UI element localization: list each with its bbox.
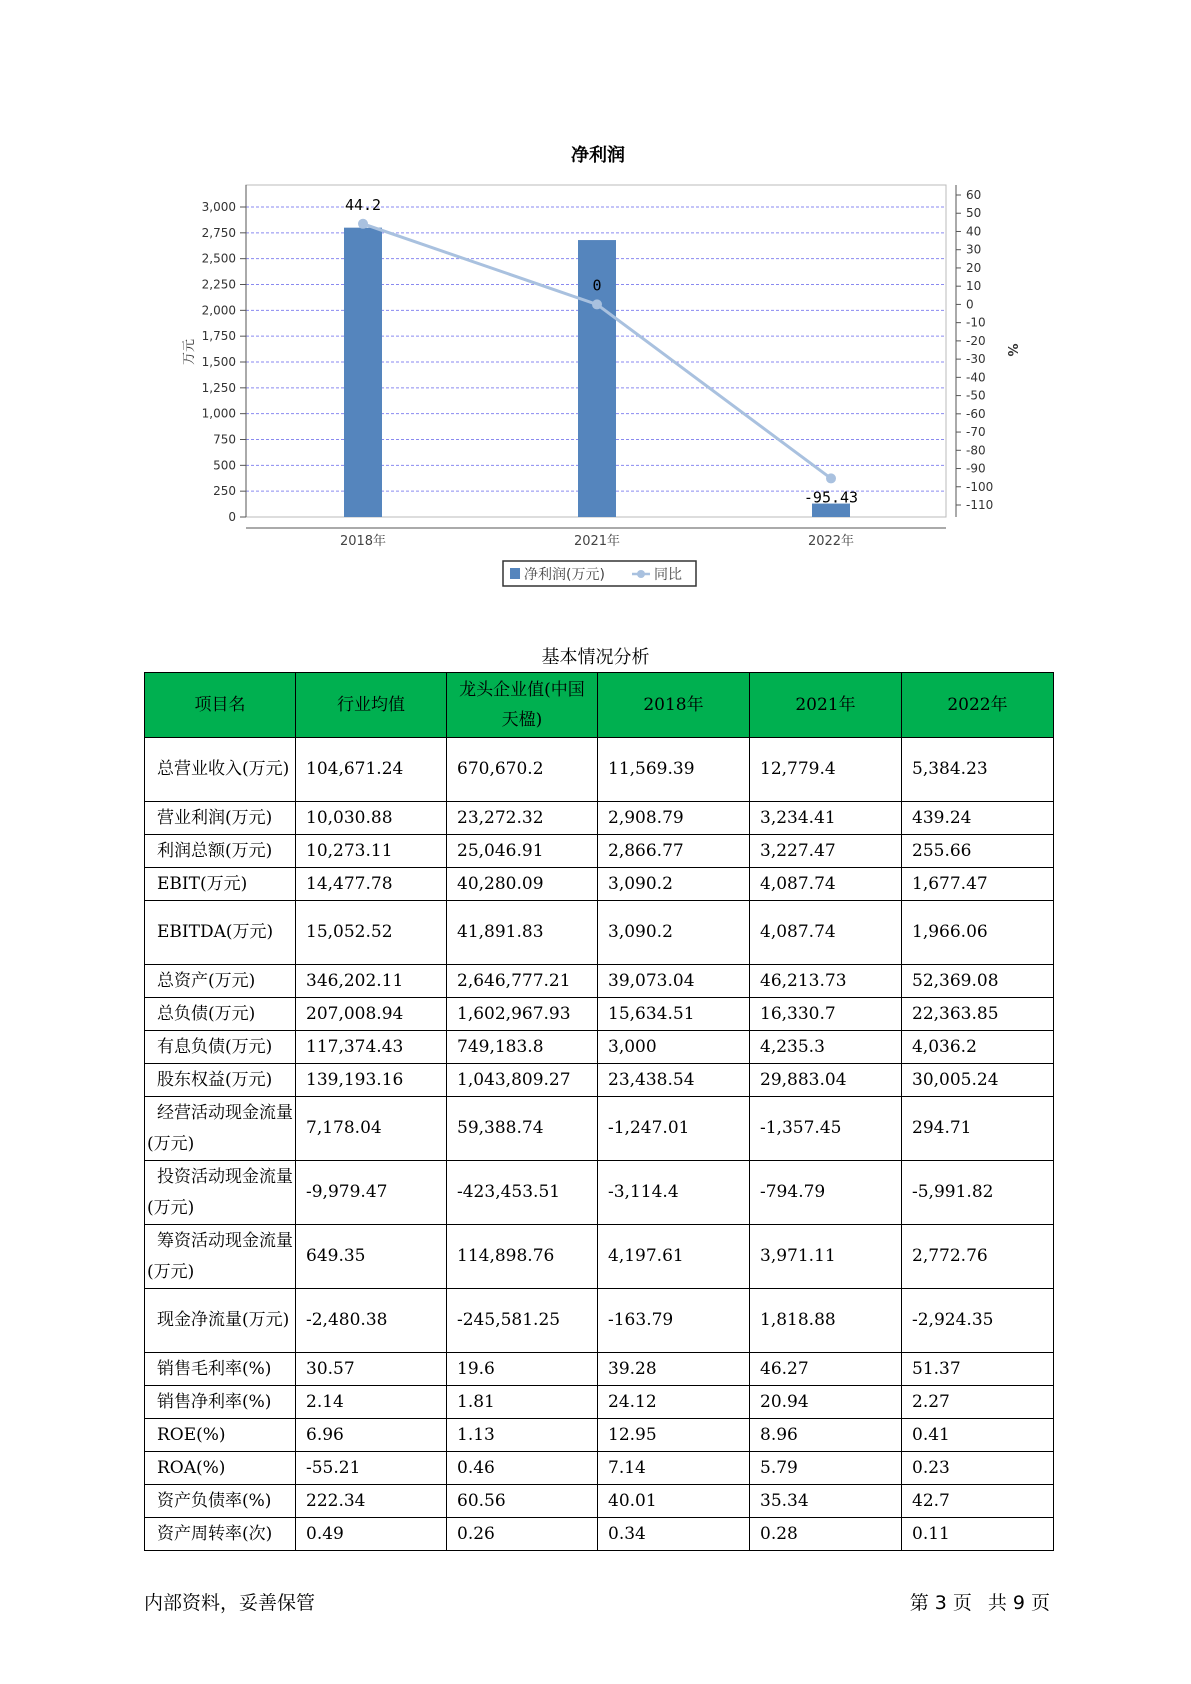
row-label: 投资活动现金流量(万元)	[145, 1161, 296, 1225]
table-cell: 30.57	[296, 1353, 447, 1386]
table-row	[145, 1485, 1054, 1518]
table-cell: 39,073.04	[598, 965, 750, 998]
table-cell: -1,247.01	[598, 1097, 750, 1161]
table-cell: 1,966.06	[902, 901, 1054, 965]
table-cell: 1,818.88	[750, 1289, 902, 1353]
table-cell: -163.79	[598, 1289, 750, 1353]
y-tick-label: 750	[213, 432, 236, 447]
y-tick-label: 500	[213, 458, 236, 473]
chart-title: 净利润	[571, 145, 625, 166]
table-cell: 11,569.39	[598, 738, 750, 802]
table-cell: 4,235.3	[750, 1031, 902, 1064]
row-label: EBIT(万元)	[145, 868, 296, 901]
y2-tick-label: -50	[966, 388, 986, 403]
table-cell: 0.11	[902, 1518, 1054, 1551]
table-row	[145, 1419, 1054, 1452]
table-cell: 10,273.11	[296, 835, 447, 868]
table-cell: 39.28	[598, 1353, 750, 1386]
row-label: ROA(%)	[145, 1452, 296, 1485]
table-row	[145, 901, 1054, 965]
table-cell: 35.34	[750, 1485, 902, 1518]
table-row	[145, 1289, 1054, 1353]
page-total-prefix: 共	[987, 1592, 1007, 1614]
table-row	[145, 1452, 1054, 1485]
y2-tick-label: -10	[966, 315, 986, 330]
table-cell: 25,046.91	[447, 835, 598, 868]
data-label: 0	[592, 276, 602, 295]
table-row	[145, 738, 1054, 802]
table-cell: 15,634.51	[598, 998, 750, 1031]
table-cell: 6.96	[296, 1419, 447, 1452]
y-tick-label: 1,000	[201, 406, 236, 421]
table-cell: 4,036.2	[902, 1031, 1054, 1064]
table-cell: 7,178.04	[296, 1097, 447, 1161]
y-tick-label: 2,000	[201, 303, 236, 318]
table-row	[145, 1161, 1054, 1225]
column-header: 2018年	[598, 673, 750, 738]
table-cell: 1,043,809.27	[447, 1064, 598, 1097]
table-cell: 24.12	[598, 1386, 750, 1419]
y2-tick-label: 60	[966, 188, 982, 202]
table-cell: 46,213.73	[750, 965, 902, 998]
table-row	[145, 802, 1054, 835]
table-cell: 0.46	[447, 1452, 598, 1485]
table-cell: 294.71	[902, 1097, 1054, 1161]
y-tick-label: 1,750	[201, 329, 236, 344]
table-cell: 4,197.61	[598, 1225, 750, 1289]
table-title: 基本情况分析	[541, 647, 650, 668]
line-point	[826, 473, 836, 483]
table-cell: 14,477.78	[296, 868, 447, 901]
table-cell: 139,193.16	[296, 1064, 447, 1097]
table-cell: 40.01	[598, 1485, 750, 1518]
table-cell: -2,480.38	[296, 1289, 447, 1353]
table-cell: 2,772.76	[902, 1225, 1054, 1289]
row-label: 利润总额(万元)	[145, 835, 296, 868]
table-cell: 439.24	[902, 802, 1054, 835]
line-point	[592, 299, 602, 309]
row-label: EBITDA(万元)	[145, 901, 296, 965]
table-cell: -9,979.47	[296, 1161, 447, 1225]
y-tick-label: 1,250	[201, 380, 236, 395]
table-cell: 29,883.04	[750, 1064, 902, 1097]
table-cell: 1,602,967.93	[447, 998, 598, 1031]
table-cell: 16,330.7	[750, 998, 902, 1031]
row-label: 有息负债(万元)	[145, 1031, 296, 1064]
table-cell: 3,090.2	[598, 868, 750, 901]
table-cell: -794.79	[750, 1161, 902, 1225]
table-cell: -55.21	[296, 1452, 447, 1485]
table-cell: 346,202.11	[296, 965, 447, 998]
footer-page-number	[907, 1588, 1053, 1615]
legend-entry-yoy: 同比	[654, 567, 682, 583]
row-label: 销售净利率(%)	[145, 1386, 296, 1419]
table-row	[145, 1097, 1054, 1161]
column-header: 项目名	[145, 673, 296, 738]
y-tick-label: 2,750	[201, 225, 236, 240]
row-label: 销售毛利率(%)	[145, 1353, 296, 1386]
table-cell: 2,908.79	[598, 802, 750, 835]
y-axis-label: 万元	[182, 338, 197, 366]
y2-tick-label: 10	[966, 279, 982, 294]
table-cell: 46.27	[750, 1353, 902, 1386]
y2-tick-label: -100	[966, 479, 994, 494]
table-cell: 41,891.83	[447, 901, 598, 965]
row-label: 资产周转率(次)	[145, 1518, 296, 1551]
table-cell: 3,971.11	[750, 1225, 902, 1289]
table-cell: 1.13	[447, 1419, 598, 1452]
table-cell: 15,052.52	[296, 901, 447, 965]
y2-tick-label: -90	[966, 461, 986, 476]
table-cell: 8.96	[750, 1419, 902, 1452]
y2-tick-label: 50	[966, 206, 982, 221]
table-cell: 0.26	[447, 1518, 598, 1551]
table-cell: 4,087.74	[750, 901, 902, 965]
table-cell: 10,030.88	[296, 802, 447, 835]
footer-confidential-note: 内部资料，妥善保管	[144, 1592, 316, 1614]
x-tick-label: 2018年	[339, 534, 387, 549]
legend-line-marker	[637, 570, 645, 578]
data-label: -95.43	[803, 488, 859, 507]
table-cell: 51.37	[902, 1353, 1054, 1386]
legend-bar-swatch	[510, 568, 520, 579]
table-cell: 2.14	[296, 1386, 447, 1419]
table-cell: 52,369.08	[902, 965, 1054, 998]
table-cell: 1,677.47	[902, 868, 1054, 901]
y2-tick-label: 30	[966, 242, 982, 257]
y-tick-label: 250	[213, 484, 236, 499]
row-label: 营业利润(万元)	[145, 802, 296, 835]
table-cell: 3,090.2	[598, 901, 750, 965]
y2-tick-label: 40	[966, 224, 982, 239]
table-cell: 5.79	[750, 1452, 902, 1485]
row-label: 股东权益(万元)	[145, 1064, 296, 1097]
table-cell: 749,183.8	[447, 1031, 598, 1064]
y2-tick-label: -20	[966, 333, 986, 348]
y2-tick-label: -30	[966, 352, 986, 367]
table-cell: 0.34	[598, 1518, 750, 1551]
table-cell: 1.81	[447, 1386, 598, 1419]
table-row	[145, 868, 1054, 901]
data-label: 44.2	[344, 195, 382, 214]
table-cell: 2,866.77	[598, 835, 750, 868]
table-cell: 2.27	[902, 1386, 1054, 1419]
table-row	[145, 965, 1054, 998]
table-cell: 7.14	[598, 1452, 750, 1485]
table-row	[145, 835, 1054, 868]
table-cell: 114,898.76	[447, 1225, 598, 1289]
table-cell: 0.23	[902, 1452, 1054, 1485]
table-row	[145, 1031, 1054, 1064]
row-label: 总负债(万元)	[145, 998, 296, 1031]
y-tick-label: 1,500	[201, 355, 236, 369]
table-row	[145, 998, 1054, 1031]
table-cell: -1,357.45	[750, 1097, 902, 1161]
y2-tick-label: -60	[966, 406, 986, 421]
table-cell: -3,114.4	[598, 1161, 750, 1225]
table-cell: 104,671.24	[296, 738, 447, 802]
y-tick-label: 2,500	[201, 251, 236, 266]
net-profit-chart	[0, 0, 1191, 600]
row-label: 经营活动现金流量(万元)	[145, 1097, 296, 1161]
table-cell: 30,005.24	[902, 1064, 1054, 1097]
table-cell: 3,234.41	[750, 802, 902, 835]
table-cell: 0.28	[750, 1518, 902, 1551]
table-cell: 60.56	[447, 1485, 598, 1518]
row-label: 现金净流量(万元)	[145, 1289, 296, 1353]
table-row	[145, 1518, 1054, 1551]
table-cell: 3,227.47	[750, 835, 902, 868]
line-point	[358, 219, 368, 229]
table-cell: 12.95	[598, 1419, 750, 1452]
table-cell: 670,670.2	[447, 738, 598, 802]
basic-analysis-table	[144, 672, 1054, 1551]
y2-tick-label: -40	[966, 370, 986, 385]
column-header: 行业均值	[296, 673, 447, 738]
y-tick-label: 2,250	[201, 277, 236, 292]
bar	[344, 228, 382, 517]
row-label: 资产负债率(%)	[145, 1485, 296, 1518]
row-label: 筹资活动现金流量(万元)	[145, 1225, 296, 1289]
page-suffix: 页	[1030, 1592, 1050, 1614]
x-tick-label: 2021年	[573, 534, 621, 549]
column-header: 龙头企业值(中国天楹)	[447, 673, 598, 738]
y2-tick-label: 0	[966, 297, 974, 312]
table-cell: 0.49	[296, 1518, 447, 1551]
table-row	[145, 1353, 1054, 1386]
table-cell: 23,272.32	[447, 802, 598, 835]
table-cell: 3,000	[598, 1031, 750, 1064]
table-cell: 117,374.43	[296, 1031, 447, 1064]
table-cell: 23,438.54	[598, 1064, 750, 1097]
table-cell: 5,384.23	[902, 738, 1054, 802]
legend-entry-net-profit: 净利润(万元)	[524, 567, 605, 583]
table-cell: -245,581.25	[447, 1289, 598, 1353]
table-cell: 19.6	[447, 1353, 598, 1386]
table-row	[145, 1064, 1054, 1097]
column-header: 2022年	[902, 673, 1054, 738]
y2-tick-label: -70	[966, 425, 986, 440]
y-tick-label: 0	[228, 510, 236, 524]
row-label: 总资产(万元)	[145, 965, 296, 998]
table-cell: 2,646,777.21	[447, 965, 598, 998]
table-cell: 42.7	[902, 1485, 1054, 1518]
y2-tick-label: -80	[966, 443, 986, 458]
page-total: 9	[1012, 1592, 1025, 1614]
table-cell: 222.34	[296, 1485, 447, 1518]
table-cell: 22,363.85	[902, 998, 1054, 1031]
table-cell: -423,453.51	[447, 1161, 598, 1225]
table-cell: 649.35	[296, 1225, 447, 1289]
table-row	[145, 1386, 1054, 1419]
table-cell: 4,087.74	[750, 868, 902, 901]
column-header: 2021年	[750, 673, 902, 738]
table-cell: 12,779.4	[750, 738, 902, 802]
table-cell: 255.66	[902, 835, 1054, 868]
page-current: 3	[934, 1592, 947, 1614]
table-cell: 207,008.94	[296, 998, 447, 1031]
table-header-row	[145, 673, 1054, 738]
x-tick-label: 2022年	[807, 534, 855, 549]
page-mid: 页	[952, 1592, 972, 1614]
y2-tick-label: 20	[966, 260, 982, 275]
table-cell: 40,280.09	[447, 868, 598, 901]
table-cell: 0.41	[902, 1419, 1054, 1452]
table-cell: 20.94	[750, 1386, 902, 1419]
y2-tick-label: -110	[966, 498, 994, 512]
y2-axis-label: %	[1004, 343, 1019, 357]
table-cell: -5,991.82	[902, 1161, 1054, 1225]
y-tick-label: 3,000	[201, 200, 236, 214]
row-label: 总营业收入(万元)	[145, 738, 296, 802]
table-cell: 59,388.74	[447, 1097, 598, 1161]
table-cell: -2,924.35	[902, 1289, 1054, 1353]
table-row	[145, 1225, 1054, 1289]
row-label: ROE(%)	[145, 1419, 296, 1452]
page-prefix: 第	[909, 1592, 929, 1614]
